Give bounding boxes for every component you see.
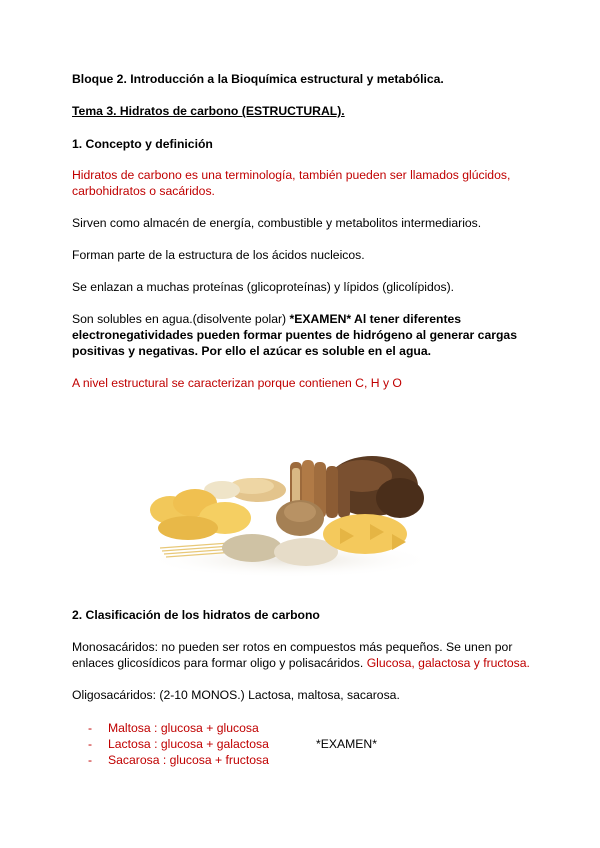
definition-line-1: Hidratos de carbono es una terminología, también pueden ser llamados glúcidos, (72, 168, 511, 182)
structure-line: A nivel estructural se caracterizan porque contienen C, H y O (72, 376, 402, 390)
mono-line-2-text: enlaces glicosídicos para formar oligo y polisacáridos. (72, 656, 367, 670)
mono-line-1: Monosacáridos: no pueden ser rotos en compuestos más pequeños. Se unen por (72, 640, 513, 654)
list-item (88, 737, 269, 752)
topic-title: Tema 3. Hidratos de carbono (ESTRUCTURAL). (72, 104, 345, 118)
list-dash: - (88, 753, 93, 767)
list-item-text: Lactosa : glucosa + galactosa (108, 737, 269, 751)
section2-heading: 2. Clasificación de los hidratos de carbono (72, 608, 320, 622)
solubility-line-2: electronegatividades pueden formar puentes de hidrógeno al generar cargas (72, 328, 517, 342)
list-dash: - (88, 737, 93, 751)
solubility-line-1 (72, 311, 461, 328)
mono-examples: Glucosa, galactosa y fructosa. (366, 656, 530, 670)
exam-note: *EXAMEN* (316, 737, 377, 751)
farfalle-icon (323, 514, 407, 554)
carbohydrate-foods-image (140, 448, 440, 578)
function-storage: Sirven como almacén de energía, combustible y metabolitos intermediarios. (72, 216, 482, 230)
solubility-normal: Son solubles en agua.(disolvente polar) (72, 312, 290, 326)
oligo-line: Oligosacáridos: (2-10 MONOS.) Lactosa, maltosa, sacarosa. (72, 688, 400, 702)
block-title: Bloque 2. Introducción a la Bioquímica estructural y metabólica. (72, 72, 444, 86)
list-item (88, 721, 259, 736)
mono-line-2 (72, 655, 530, 672)
solubility-line-3: positivas y negativas. Por ello el azúcar es soluble en el agua. (72, 344, 431, 358)
list-dash: - (88, 721, 93, 735)
definition-line-2: carbohidratos o sacáridos. (72, 184, 215, 198)
function-bonds: Se enlazan a muchas proteínas (glicoproteínas) y lípidos (glicolípidos). (72, 280, 455, 294)
function-nucleic: Forman parte de la estructura de los ácidos nucleicos. (72, 248, 365, 262)
oats-icon (222, 534, 282, 562)
section1-heading: 1. Concepto y definición (72, 137, 213, 151)
list-item (88, 753, 269, 768)
solubility-exam: *EXAMEN* Al tener diferentes (289, 312, 462, 326)
list-item-text: Sacarosa : glucosa + fructosa (108, 753, 269, 767)
list-item-text: Maltosa : glucosa + glucosa (108, 721, 259, 735)
